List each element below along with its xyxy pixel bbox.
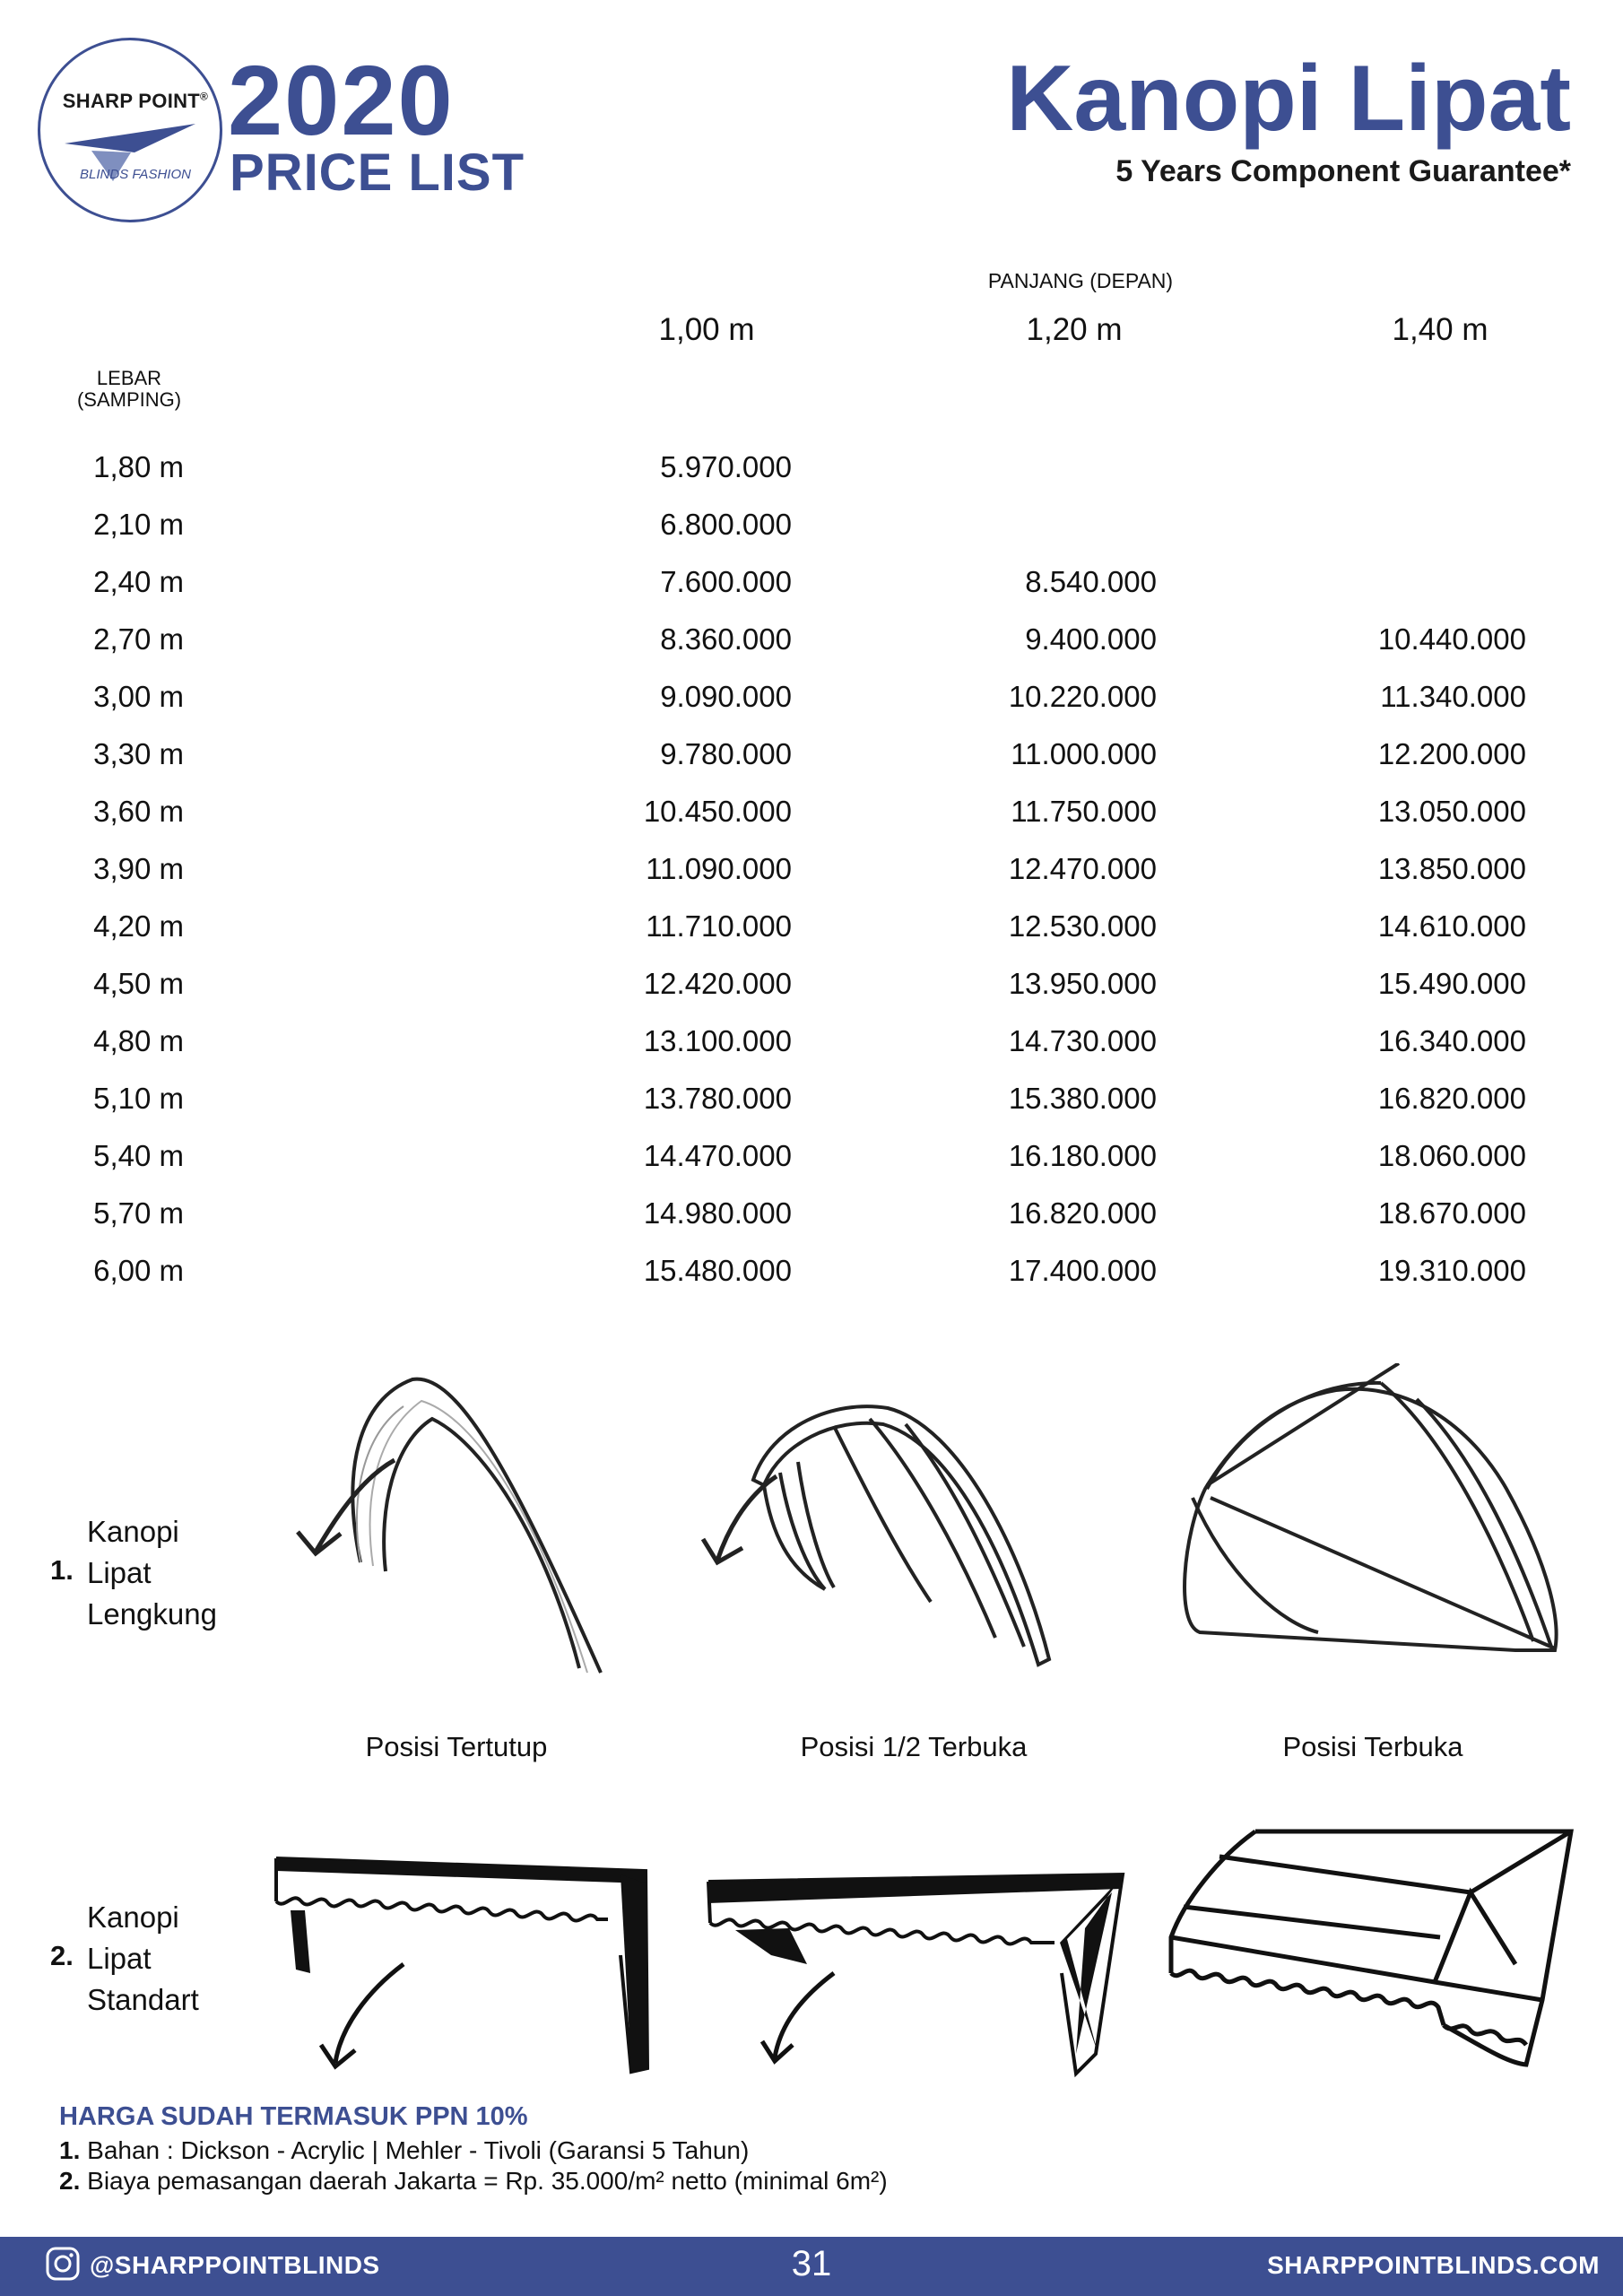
website-link[interactable]: SHARPPOINTBLINDS.COM	[1267, 2251, 1600, 2279]
price-cell: 16.180.000	[1008, 1139, 1157, 1172]
price-cell: 8.360.000	[660, 622, 792, 656]
price-cell: 13.050.000	[1377, 795, 1526, 828]
type-label-line: Standart	[87, 1983, 199, 2016]
price-cell: 14.610.000	[1377, 909, 1526, 943]
table-row	[0, 565, 1623, 622]
price-cell: 12.470.000	[1008, 852, 1157, 885]
price-cell: 5.970.000	[660, 450, 792, 483]
row-width: 5,10 m	[93, 1082, 184, 1115]
table-row	[0, 852, 1623, 909]
page-title: Kanopi Lipat	[1006, 47, 1571, 151]
brand-name: SHARP POINT®	[62, 90, 209, 112]
table-row	[0, 1024, 1623, 1082]
table-row	[0, 1196, 1623, 1254]
width-axis-label	[57, 368, 201, 411]
table-row	[0, 680, 1623, 737]
note-number: 2.	[59, 2167, 81, 2195]
price-cell: 13.780.000	[643, 1082, 792, 1115]
table-row	[0, 1254, 1623, 1311]
price-cell: 14.980.000	[643, 1196, 792, 1230]
price-cell: 12.420.000	[643, 967, 792, 1000]
row-width: 3,90 m	[93, 852, 184, 885]
price-cell: 9.400.000	[1025, 622, 1157, 656]
row-width: 5,70 m	[93, 1196, 184, 1230]
price-cell: 9.090.000	[660, 680, 792, 713]
type-label-line: Kanopi	[87, 1515, 179, 1548]
row-width: 3,30 m	[93, 737, 184, 770]
price-cell: 18.060.000	[1377, 1139, 1526, 1172]
table-row	[0, 909, 1623, 967]
price-cell: 11.710.000	[646, 909, 792, 943]
price-cell: 17.400.000	[1008, 1254, 1157, 1287]
column-header: 1,40 m	[1392, 312, 1488, 347]
type-label-line: Lipat	[87, 1942, 152, 1975]
price-cell: 10.440.000	[1377, 622, 1526, 656]
length-axis-label: PANJANG (DEPAN)	[987, 269, 1174, 292]
price-cell: 9.780.000	[660, 737, 792, 770]
row-width: 4,20 m	[93, 909, 184, 943]
type-label	[87, 1511, 217, 1635]
curved-canopy-closed-illustration	[278, 1363, 619, 1686]
price-cell: 15.480.000	[643, 1254, 792, 1287]
type-number: 1.	[50, 1554, 74, 1586]
type-label-line: Kanopi	[87, 1900, 179, 1934]
price-cell: 11.090.000	[646, 852, 792, 885]
caption-half-open: Posisi 1/2 Terbuka	[800, 1731, 1028, 1762]
price-cell: 13.950.000	[1008, 967, 1157, 1000]
table-row	[0, 450, 1623, 508]
price-cell: 11.340.000	[1380, 680, 1526, 713]
price-cell: 12.530.000	[1008, 909, 1157, 943]
row-width: 3,00 m	[93, 680, 184, 713]
standard-canopy-closed-illustration	[269, 1848, 655, 2081]
table-row	[0, 1082, 1623, 1139]
row-width: 2,40 m	[93, 565, 184, 598]
table-row	[0, 508, 1623, 565]
table-row	[0, 1139, 1623, 1196]
note-text: Biaya pemasangan daerah Jakarta = Rp. 35.000/m² netto (minimal 6m²)	[87, 2167, 888, 2195]
price-cell: 13.100.000	[643, 1024, 792, 1057]
table-row	[0, 967, 1623, 1024]
type-label	[87, 1897, 199, 2021]
year-heading: 2020	[228, 46, 455, 156]
width-label: LEBAR	[96, 367, 162, 389]
type-number: 2.	[50, 1940, 74, 1971]
caption-closed: Posisi Tertutup	[365, 1731, 548, 1762]
price-list-heading: PRICE LIST	[230, 144, 525, 202]
price-cell: 6.800.000	[660, 508, 792, 541]
table-row	[0, 795, 1623, 852]
price-cell: 7.600.000	[660, 565, 792, 598]
note-number: 1.	[59, 2136, 81, 2164]
type-label-line: Lipat	[87, 1556, 152, 1589]
row-width: 4,50 m	[93, 967, 184, 1000]
note-text: Bahan : Dickson - Acrylic | Mehler - Tivoli (Garansi 5 Tahun)	[87, 2136, 750, 2164]
price-cell: 10.220.000	[1008, 680, 1157, 713]
brand-tagline: BLINDS FASHION	[80, 167, 191, 182]
standard-canopy-open-illustration	[1166, 1821, 1578, 2081]
price-cell: 14.470.000	[643, 1139, 792, 1172]
row-width: 3,60 m	[93, 795, 184, 828]
column-header: 1,20 m	[1026, 312, 1123, 347]
notes-heading: HARGA SUDAH TERMASUK PPN 10%	[59, 2102, 528, 2131]
page-number: 31	[791, 2244, 832, 2283]
price-cell: 8.540.000	[1025, 565, 1157, 598]
price-cell: 18.670.000	[1377, 1196, 1526, 1230]
price-cell: 16.820.000	[1377, 1082, 1526, 1115]
price-cell: 15.380.000	[1008, 1082, 1157, 1115]
table-row	[0, 737, 1623, 795]
row-width: 5,40 m	[93, 1139, 184, 1172]
caption-open: Posisi Terbuka	[1282, 1731, 1463, 1762]
column-header: 1,00 m	[658, 312, 755, 347]
price-cell: 15.490.000	[1377, 967, 1526, 1000]
note-item	[59, 2167, 888, 2196]
row-width: 2,10 m	[93, 508, 184, 541]
note-item	[59, 2136, 749, 2165]
price-cell: 11.750.000	[1011, 795, 1157, 828]
instagram-icon[interactable]	[45, 2246, 81, 2282]
price-cell: 11.000.000	[1011, 737, 1157, 770]
curved-canopy-open-illustration	[1175, 1363, 1560, 1668]
row-width: 4,80 m	[93, 1024, 184, 1057]
curved-canopy-half-open-illustration	[690, 1372, 1067, 1677]
row-width: 2,70 m	[93, 622, 184, 656]
price-cell: 10.450.000	[643, 795, 792, 828]
guarantee-subtitle: 5 Years Component Guarantee*	[1115, 154, 1571, 188]
price-cell: 14.730.000	[1008, 1024, 1157, 1057]
width-label-sub: (SAMPING)	[76, 388, 182, 411]
row-width: 6,00 m	[93, 1254, 184, 1287]
price-cell: 13.850.000	[1377, 852, 1526, 885]
standard-canopy-half-open-illustration	[699, 1857, 1130, 2090]
type-label-line: Lengkung	[87, 1597, 217, 1631]
table-row	[0, 622, 1623, 680]
price-cell: 16.340.000	[1377, 1024, 1526, 1057]
price-cell: 16.820.000	[1008, 1196, 1157, 1230]
row-width: 1,80 m	[93, 450, 184, 483]
instagram-handle-link[interactable]: @SHARPPOINTBLINDS	[90, 2251, 380, 2279]
price-cell: 12.200.000	[1377, 737, 1526, 770]
logo-arrow-icon	[38, 38, 222, 222]
price-cell: 19.310.000	[1377, 1254, 1526, 1287]
